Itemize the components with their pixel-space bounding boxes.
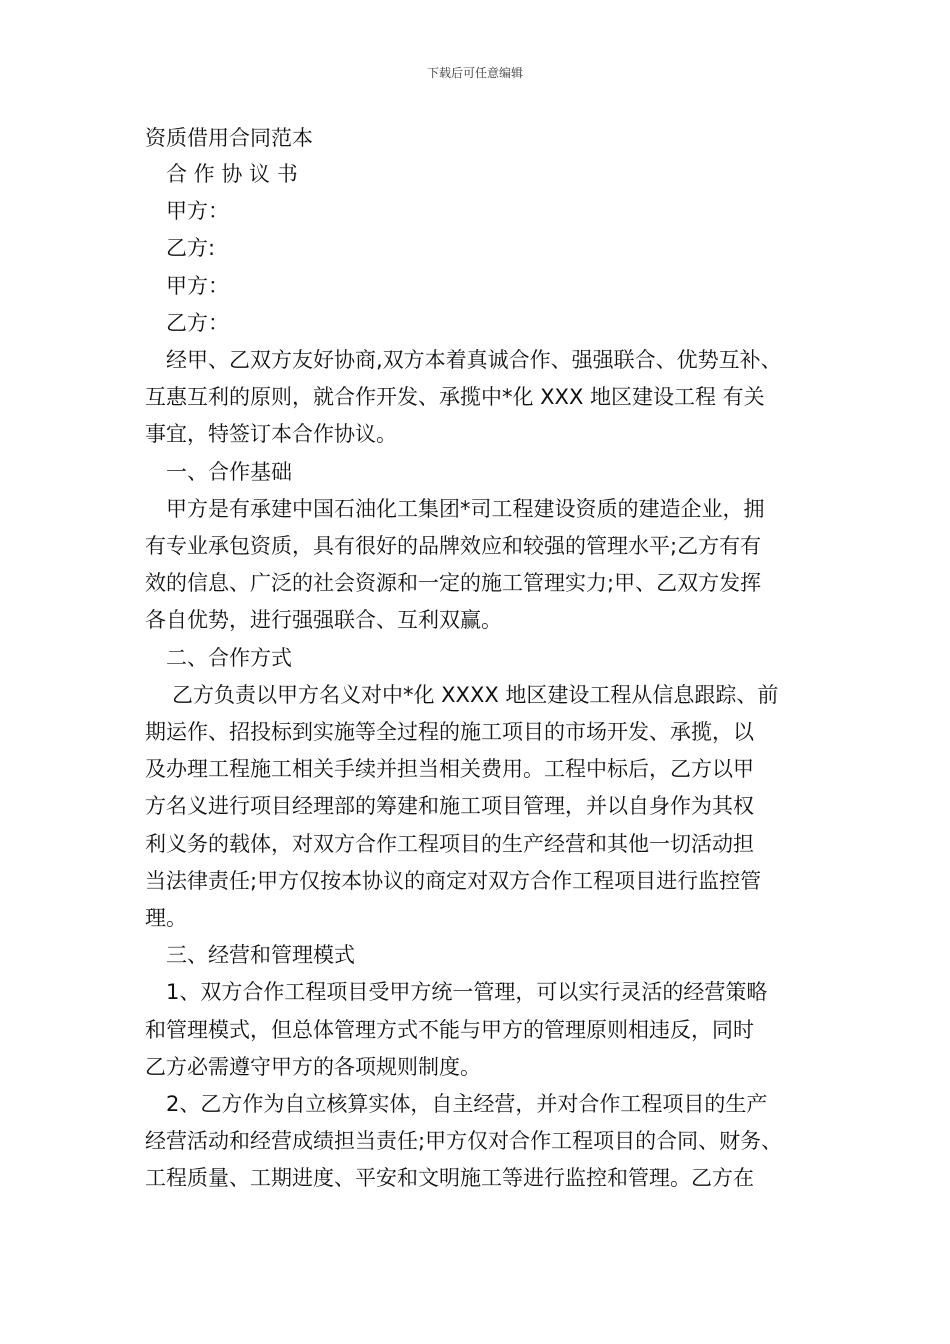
party-a-label: 甲方： <box>166 199 229 223</box>
party-a-label-2: 甲方： <box>166 274 229 298</box>
section3-item1-line: 1、双方合作工程项目受甲方统一管理，可以实行灵活的经营策略 <box>166 980 768 1004</box>
section3-item1-line: 乙方必需遵守甲方的各项规则制度。 <box>145 1055 481 1079</box>
section1-line: 有专业承包资质，具有很好的品牌效应和较强的管理水平;乙方有有 <box>145 534 762 558</box>
party-b-label: 乙方: <box>166 236 216 260</box>
intro-line: 事宜，特签订本合作协议。 <box>145 422 397 446</box>
section3-item2-line: 2、乙方作为自立核算实体，自主经营，并对合作工程项目的生产 <box>166 1092 768 1116</box>
page-header-note: 下载后可任意编辑 <box>426 66 523 80</box>
section3-item2-line: 工程质量、工期进度、平安和文明施工等进行监控和管理。乙方在 <box>145 1166 754 1190</box>
section-heading-3: 三、经营和管理模式 <box>166 943 355 967</box>
section1-line: 甲方是有承建中国石油化工集团*司工程建设资质的建造企业，拥 <box>166 497 765 521</box>
document-subtitle: 合 作 协 议 书 <box>166 162 298 186</box>
intro-line: 经甲、乙双方友好协商,双方本着真诚合作、强强联合、优势互补、 <box>166 348 782 372</box>
section3-item1-line: 和管理模式，但总体管理方式不能与甲方的管理原则相违反，同时 <box>145 1018 754 1042</box>
section2-line: 方名义进行项目经理部的筹建和施工项目管理，并以自身作为其权 <box>145 794 754 818</box>
section3-item2-line: 经营活动和经营成绩担当责任;甲方仅对合作工程项目的合同、财务、 <box>145 1129 783 1153</box>
section1-line: 效的信息、广泛的社会资源和一定的施工管理实力;甲、乙双方发挥 <box>145 571 762 595</box>
section2-line: 当法律责任;甲方仅按本协议的商定对双方合作工程项目进行监控管 <box>145 869 762 893</box>
section2-line: 及办理工程施工相关手续并担当相关费用。工程中标后，乙方以甲 <box>145 757 754 781</box>
section2-line: 理。 <box>145 906 187 930</box>
section2-line: 利义务的载体，对双方合作工程项目的生产经营和其他一切活动担 <box>145 832 754 856</box>
intro-line: 互惠互利的原则，就合作开发、承揽中*化 XXX 地区建设工程 有关 <box>145 385 765 409</box>
section2-line: 期运作、招投标到实施等全过程的施工项目的市场开发、承揽，以 <box>145 720 754 744</box>
section1-line: 各自优势，进行强强联合、互利双赢。 <box>145 608 502 632</box>
document-title: 资质借用合同范本 <box>145 126 313 150</box>
section-heading-1: 一、合作基础 <box>166 460 292 484</box>
section2-line: 乙方负责以甲方名义对中*化 XXXX 地区建设工程从信息跟踪、前 <box>172 683 779 707</box>
party-b-label-2: 乙方： <box>166 311 229 335</box>
section-heading-2: 二、合作方式 <box>166 646 292 670</box>
